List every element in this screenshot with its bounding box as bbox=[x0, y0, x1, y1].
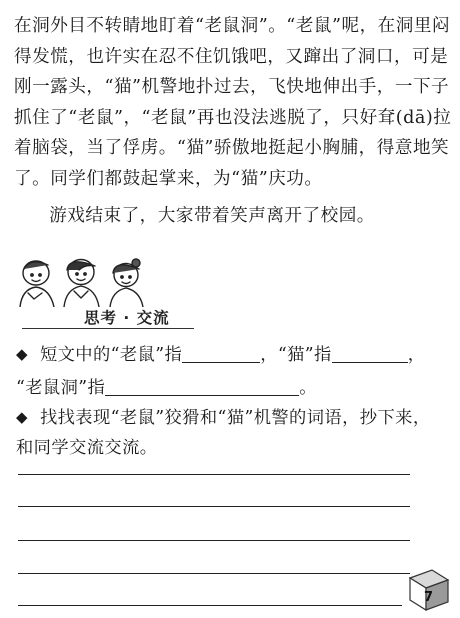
question-1-line-2 bbox=[16, 373, 446, 403]
question-1 bbox=[16, 339, 446, 403]
answer-blank-mouse[interactable] bbox=[182, 344, 260, 363]
writing-line-1[interactable] bbox=[18, 474, 410, 475]
question-1-line-1 bbox=[16, 339, 446, 370]
page-number: 7 bbox=[424, 590, 434, 605]
answer-blank-mousehole[interactable] bbox=[105, 377, 299, 396]
writing-line-2[interactable] bbox=[18, 506, 410, 507]
story-paragraph-1: 在洞外目不转睛地盯着“老鼠洞”。“老鼠”呢，在洞里闷得发慌，也许实在忍不住饥饿吧，又蹿出了洞口，可是刚一露头，“猫”机警地扑过去，飞快地伸出手，一下子抓住了“老鼠”，“老鼠”再也没法逃脱了，只好耷(dā)拉着脑袋，当了俘虏。“猫”骄傲地挺起小胸脯，得意地笑了。同学们都鼓起掌来，为“猫”庆功。 bbox=[14, 16, 452, 189]
section-heading: 思考 · 交流 bbox=[84, 309, 170, 327]
question-2 bbox=[16, 402, 446, 463]
question-2-text: 找找表现“老鼠”狡猾和“猫”机警的词语，抄下来，和同学交流交流。 bbox=[16, 408, 431, 458]
diamond-bullet-icon: ◆ bbox=[16, 345, 28, 363]
story-text bbox=[14, 11, 454, 231]
writing-line-5[interactable] bbox=[18, 605, 402, 606]
question-1-text-a: 短文中的“老鼠”指 bbox=[39, 345, 183, 365]
question-1-text-d: “老鼠洞”指 bbox=[16, 378, 106, 398]
question-1-text-b: ，“猫”指 bbox=[260, 345, 332, 365]
heading-divider bbox=[22, 328, 194, 329]
writing-line-4[interactable] bbox=[18, 573, 410, 574]
story-paragraph-2: 游戏结束了，大家带着笑声离开了校园。 bbox=[49, 205, 375, 226]
question-1-text-e: 。 bbox=[299, 378, 317, 398]
cube-icon bbox=[406, 566, 452, 612]
children-icon bbox=[14, 255, 148, 307]
diamond-bullet-icon: ◆ bbox=[16, 408, 28, 426]
question-1-text-c: ， bbox=[407, 345, 426, 365]
answer-blank-cat[interactable] bbox=[332, 344, 408, 363]
writing-line-3[interactable] bbox=[18, 540, 410, 541]
